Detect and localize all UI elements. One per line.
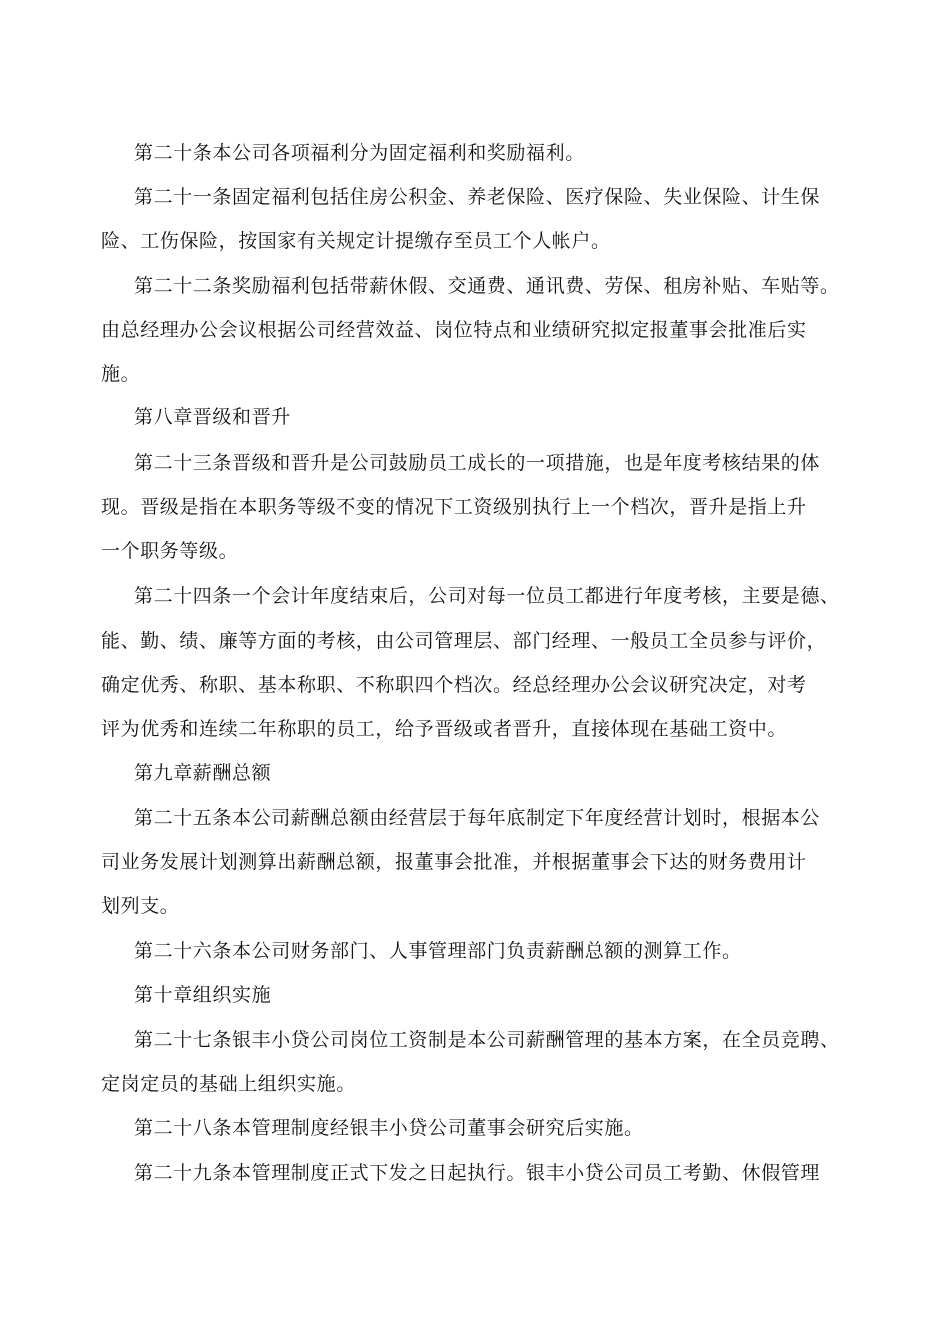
chapter-8-heading: 第八章晋级和晋升	[134, 406, 291, 428]
article-22-line-1: 第二十二条奖励福利包括带薪休假、交通费、通讯费、劳保、租房补贴、车贴等。	[134, 275, 840, 297]
chapter-9-heading: 第九章薪酬总额	[134, 762, 272, 784]
article-26-line-1: 第二十六条本公司财务部门、人事管理部门负责薪酬总额的测算工作。	[134, 940, 742, 962]
article-24-line-3: 确定优秀、称职、基本称职、不称职四个档次。经总经理办公会议研究决定，对考	[101, 674, 807, 696]
article-22-line-3: 施。	[101, 363, 141, 385]
article-22-line-2: 由总经理办公会议根据公司经营效益、岗位特点和业绩研究拟定报董事会批准后实	[101, 319, 807, 341]
article-24-line-1: 第二十四条一个会计年度结束后，公司对每一位员工都进行年度考核，主要是德、	[134, 585, 840, 607]
article-27-line-1: 第二十七条银丰小贷公司岗位工资制是本公司薪酬管理的基本方案，在全员竞聘、	[134, 1029, 840, 1051]
article-24-line-2: 能、勤、绩、廉等方面的考核，由公司管理层、部门经理、一般员工全员参与评价，	[101, 630, 827, 652]
article-21-line-1: 第二十一条固定福利包括住房公积金、养老保险、医疗保险、失业保险、计生保	[134, 186, 821, 208]
article-29-line-1: 第二十九条本管理制度正式下发之日起执行。银丰小贷公司员工考勤、休假管理	[134, 1162, 821, 1184]
article-23-line-1: 第二十三条晋级和晋升是公司鼓励员工成长的一项措施，也是年度考核结果的体	[134, 452, 821, 474]
article-25-line-1: 第二十五条本公司薪酬总额由经营层于每年底制定下年度经营计划时，根据本公	[134, 807, 821, 829]
article-25-line-2: 司业务发展计划测算出薪酬总额，报董事会批准，并根据董事会下达的财务费用计	[101, 851, 807, 873]
article-23-line-3: 一个职务等级。	[101, 540, 239, 562]
article-28-line-1: 第二十八条本管理制度经银丰小贷公司董事会研究后实施。	[134, 1117, 644, 1139]
chapter-10-heading: 第十章组织实施	[134, 984, 272, 1006]
article-24-line-4: 评为优秀和连续二年称职的员工，给予晋级或者晋升，直接体现在基础工资中。	[101, 718, 788, 740]
article-20-line-1: 第二十条本公司各项福利分为固定福利和奖励福利。	[134, 142, 585, 164]
article-25-line-3: 划列支。	[101, 895, 180, 917]
article-23-line-2: 现。晋级是指在本职务等级不变的情况下工资级别执行上一个档次，晋升是指上升	[101, 496, 807, 518]
article-21-line-2: 险、工伤保险，按国家有关规定计提缴存至员工个人帐户。	[101, 230, 611, 252]
article-27-line-2: 定岗定员的基础上组织实施。	[101, 1073, 356, 1095]
